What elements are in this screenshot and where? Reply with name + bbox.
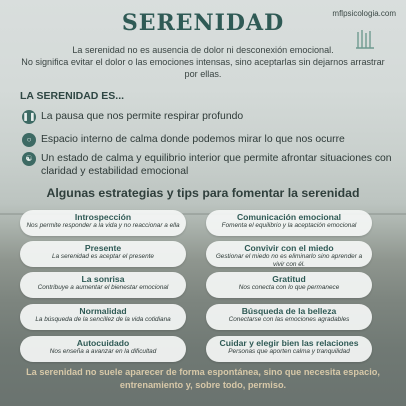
strategy-title: Búsqueda de la belleza [241,306,337,316]
strategy-title: La sonrisa [81,274,125,284]
intro-line-2: No significa evitar el dolor o las emociones intensas, sino aceptarlas sin dejarnos arrastrar por ellas. [21,57,385,79]
strategy-title: Convivir con el miedo [244,243,334,253]
definition-item-text: Un estado de calma y equilibrio interior que permite afrontar situaciones con claridad y estabilidad emocional [41,153,392,177]
strategy-title: Presente [84,243,122,253]
strategy-desc: Fomenta el equilibrio y la aceptación emocional [221,222,357,229]
strategy-desc: Nos enseña a avanzar en la dificultad [49,348,157,355]
strategy-desc: Gestionar el miedo no es eliminarlo sino aprender a vivir con él. [215,253,363,268]
strategy-title: Comunicación emocional [236,212,342,222]
strategy-desc: La serenidad es aceptar el presente [52,253,154,260]
strategy-title: Introspección [74,212,132,222]
strategy-card-relaciones [206,336,372,362]
strategy-desc: Conectarse con las emociones agradables [228,316,350,323]
definition-item [22,152,392,178]
definition-item [22,133,345,147]
strategy-title: Normalidad [79,306,127,316]
strategy-card-belleza [206,304,372,330]
strategy-desc: La búsqueda de la sencillez de la vida cotidiana [35,316,171,323]
strategy-title: Gratitud [272,274,306,284]
strategy-card-sonrisa [20,272,186,298]
strategy-desc: Personas que aporten calma y tranquilidad [228,348,350,355]
strategy-card-normalidad [20,304,186,330]
pause-icon: ❚❚ [22,110,36,124]
closing-text: La serenidad no suele aparecer de forma espontánea, sino que necesita espacio, entrenamiento y, sobre todo, permiso. [26,367,380,390]
intro-text [18,44,388,80]
strategy-card-introspeccion [20,210,186,236]
definition-item-text: La pausa que nos permite respirar profundo [41,111,244,122]
strategy-card-autocuidado [20,336,186,362]
strategy-card-miedo [206,241,372,267]
strategies-heading: Algunas estrategias y tips para fomentar la serenidad [46,186,360,200]
strategy-desc: Nos permite responder a la vida y no reaccionar a ella [26,222,180,229]
definition-heading: LA SERENIDAD ES... [20,90,125,102]
strategy-title: Cuidar y elegir bien las relaciones [219,338,359,348]
page-title: SERENIDAD [121,10,285,36]
intro-line-1: La serenidad no es ausencia de dolor ni desconexión emocional. [72,45,334,55]
strategy-card-comunicacion [206,210,372,236]
website-label: mflpsicologia.com [332,9,396,18]
strategy-title: Autocuidado [76,338,130,348]
strategy-desc: Contribuye a aumentar el bienestar emocional [37,284,169,291]
strategy-card-presente [20,241,186,267]
definition-item [22,110,243,124]
strategy-desc: Nos conecta con lo que permanece [238,284,340,291]
space-icon: ○ [22,133,36,147]
balance-icon: ☯ [22,152,36,166]
strategy-card-gratitud [206,272,372,298]
definition-item-text: Espacio interno de calma donde podemos mirar lo que nos ocurre [41,134,345,145]
